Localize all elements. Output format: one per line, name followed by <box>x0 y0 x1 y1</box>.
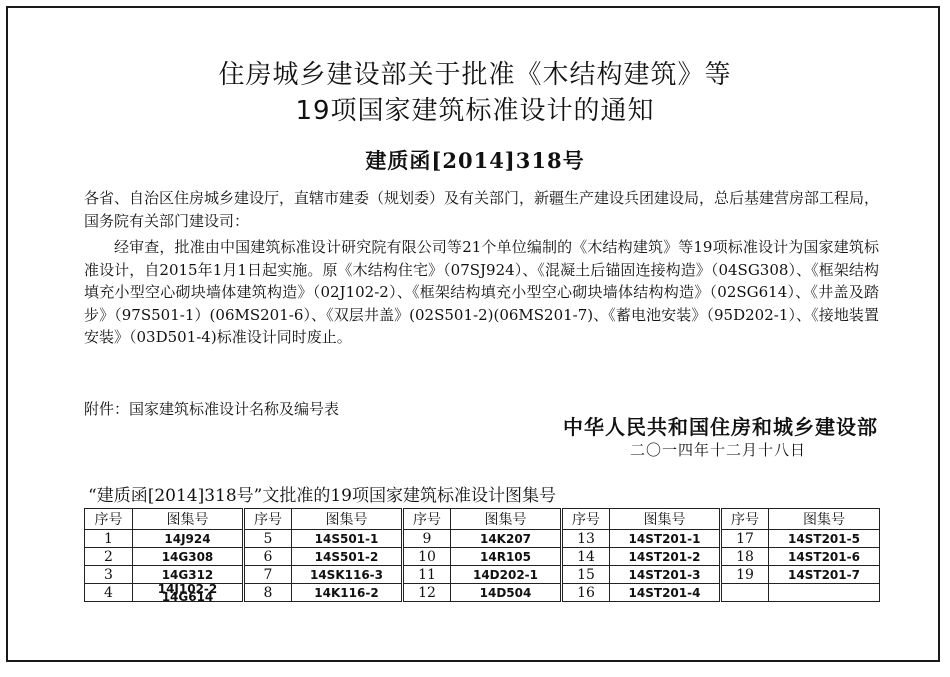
cell-seq: 1 <box>85 530 133 548</box>
cell-seq: 11 <box>403 566 451 584</box>
cell-seq: 8 <box>244 584 292 602</box>
title-line-2: 19项国家建筑标准设计的通知 <box>295 96 655 126</box>
table-row <box>85 548 880 566</box>
header-seq: 序号 <box>562 509 610 530</box>
cell-atlas-number: 14S501-2 <box>292 548 403 566</box>
issuer: 中华人民共和国住房和城乡建设部 <box>563 415 878 439</box>
cell-seq <box>721 584 769 602</box>
table-row <box>85 530 880 548</box>
cell-atlas-number: 14ST201-4 <box>610 584 721 602</box>
cell-atlas-number: 14G308 <box>133 548 244 566</box>
cell-seq: 7 <box>244 566 292 584</box>
cell-seq: 2 <box>85 548 133 566</box>
cell-seq: 6 <box>244 548 292 566</box>
title-line-1: 住房城乡建设部关于批准《木结构建筑》等 <box>218 60 732 90</box>
cell-atlas-number: 14D202-1 <box>451 566 562 584</box>
cell-seq: 9 <box>403 530 451 548</box>
cell-atlas-number: 14SK116-3 <box>292 566 403 584</box>
cell-atlas-number: 14ST201-3 <box>610 566 721 584</box>
attachment-note: 附件：国家建筑标准设计名称及编号表 <box>84 400 340 418</box>
cell-atlas-number: 14S501-1 <box>292 530 403 548</box>
cell-atlas-number <box>769 584 880 602</box>
table-header-row <box>85 509 880 530</box>
cell-seq: 13 <box>562 530 610 548</box>
header-code: 图集号 <box>133 509 244 530</box>
cell-atlas-number: 14R105 <box>451 548 562 566</box>
cell-seq: 18 <box>721 548 769 566</box>
cell-seq: 12 <box>403 584 451 602</box>
addressees: 各省、自治区住房城乡建设厅，直辖市建委（规划委）及有关部门，新疆生产建设兵团建设局，总后基建营房部工程局，国务院有关部门建设司： <box>84 189 880 230</box>
header-seq: 序号 <box>244 509 292 530</box>
cell-seq: 4 <box>85 584 133 602</box>
cell-atlas-number: 14ST201-7 <box>769 566 880 584</box>
cell-atlas-number: 14D504 <box>451 584 562 602</box>
cell-atlas-number: 14J102-2 14G614 <box>133 584 244 602</box>
cell-atlas-number: 14K207 <box>451 530 562 548</box>
cell-atlas-number: 14ST201-6 <box>769 548 880 566</box>
cell-seq: 15 <box>562 566 610 584</box>
header-code: 图集号 <box>292 509 403 530</box>
table-row <box>85 566 880 584</box>
cell-atlas-number: 14K116-2 <box>292 584 403 602</box>
cell-seq: 10 <box>403 548 451 566</box>
cell-seq: 17 <box>721 530 769 548</box>
header-code: 图集号 <box>451 509 562 530</box>
cell-atlas-number: 14ST201-5 <box>769 530 880 548</box>
cell-atlas-number: 14J924 <box>133 530 244 548</box>
header-seq: 序号 <box>85 509 133 530</box>
cell-atlas-number: 14G312 <box>133 566 244 584</box>
cell-seq: 16 <box>562 584 610 602</box>
table-caption: “建质函[2014]318号”文批准的19项国家建筑标准设计图集号 <box>88 486 556 506</box>
header-code: 图集号 <box>610 509 721 530</box>
standards-table <box>84 508 880 602</box>
cell-atlas-number: 14ST201-1 <box>610 530 721 548</box>
document-number: 建质函[2014]318号 <box>365 148 585 173</box>
cell-seq: 14 <box>562 548 610 566</box>
body-paragraph: 经审查，批准由中国建筑标准设计研究院有限公司等21个单位编制的《木结构建筑》等19项标准设计为国家建筑标准设计，自2015年1月1日起实施。原《木结构住宅》（07SJ924）、《混凝土后锚固连接构造》（04SG308）、《框架结构填充小型空心砌块墙体建筑构造》（02J102-2）、《框架结构填充小型空心砌块墙体结构构造》（02SG614）、《井盖及踏步》（97S501-1）(06MS201-6）、《双层井盖》(02S501-2)(06MS201-7)、《蓄电池安装》（95D202-1）、《接地装置安装》（03D501-4)标准设计同时废止。 <box>84 238 879 347</box>
header-seq: 序号 <box>403 509 451 530</box>
cell-atlas-number: 14ST201-2 <box>610 548 721 566</box>
issue-date: 二〇一四年十二月十八日 <box>629 441 806 459</box>
cell-seq: 5 <box>244 530 292 548</box>
header-seq: 序号 <box>721 509 769 530</box>
header-code: 图集号 <box>769 509 880 530</box>
table-row <box>85 584 880 602</box>
cell-seq: 3 <box>85 566 133 584</box>
cell-seq: 19 <box>721 566 769 584</box>
